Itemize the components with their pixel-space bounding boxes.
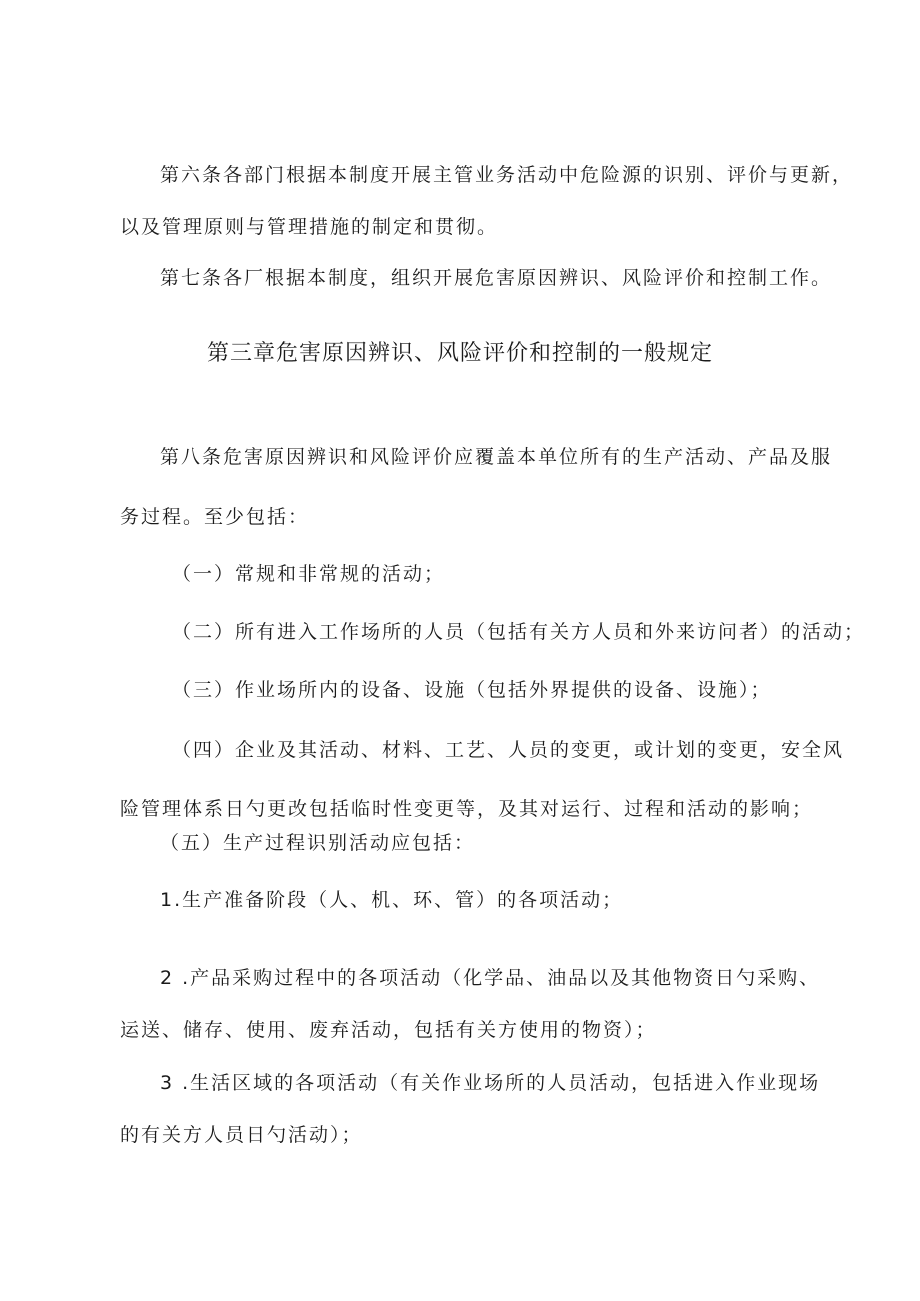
sub-item-2-line-1: 2 .产品采购过程中的各项活动（化学品、油品以及其他物资日勺采购、	[160, 967, 821, 989]
sub-item-2-line-2: 运送、储存、使用、废弃活动，包括有关方使用的物资）；	[120, 1019, 657, 1041]
list-item-2: （二）所有进入工作场所的人员（包括有关方人员和外来访问者）的活动；	[172, 621, 866, 643]
list-item-4-line-2: 险管理体系日勺更改包括临时性变更等，及其对运行、过程和活动的影响；	[120, 798, 814, 820]
sub-item-3-line-1: 3 .生活区域的各项活动（有关作业场所的人员活动，包括进入作业现场	[160, 1072, 821, 1094]
article-8-line-2: 务过程。至少包括：	[120, 506, 310, 528]
article-6-line-1: 第六条各部门根据本制度开展主管业务活动中危险源的识别、评价与更新，	[160, 164, 854, 186]
list-item-1: （一）常规和非常规的活动；	[172, 563, 446, 585]
list-item-3: （三）作业场所内的设备、设施（包括外界提供的设备、设施）；	[172, 679, 772, 701]
sub-item-3-line-2: 的有关方人员日勺活动）；	[120, 1124, 363, 1146]
list-item-4-line-1: （四）企业及其活动、材料、工艺、人员的变更，或计划的变更，安全风	[172, 739, 845, 761]
chapter-3-title: 第三章危害原因辨识、风险评价和控制的一般规定	[206, 341, 713, 366]
article-6-line-2: 以及管理原则与管理措施的制定和贯彻。	[120, 216, 499, 238]
article-8-line-1: 第八条危害原因辨识和风险评价应覆盖本单位所有的生产活动、产品及服	[160, 446, 833, 468]
list-item-5: （五）生产过程识别活动应包括：	[160, 832, 476, 854]
article-7: 第七条各厂根据本制度，组织开展危害原因辨识、风险评价和控制工作。	[160, 267, 833, 289]
sub-item-1: 1.生产准备阶段（人、机、环、管）的各项活动；	[160, 889, 624, 911]
